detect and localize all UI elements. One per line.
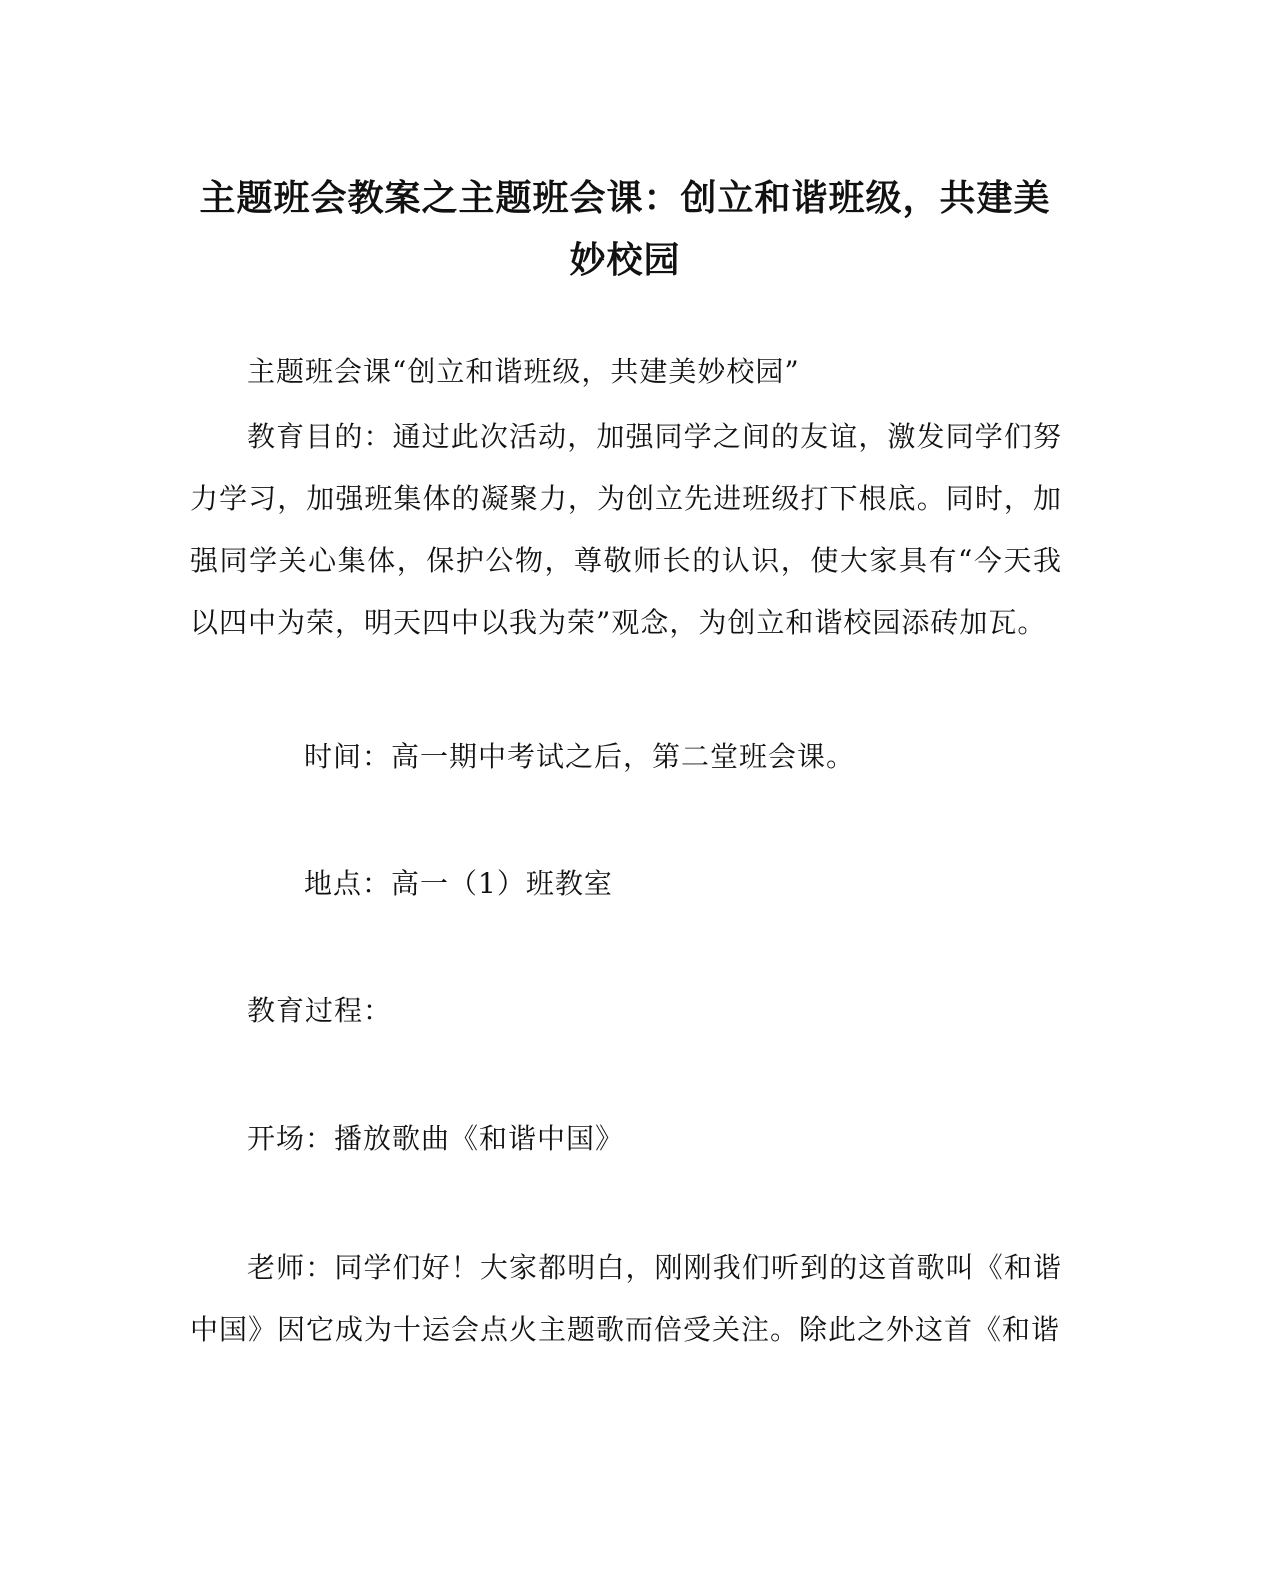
time-label-tail: 间：: [333, 740, 392, 773]
document-title: 主题班会教案之主题班会课：创立和谐班级，共建美妙校园: [199, 178, 1051, 281]
subtitle-line: 主题班会课“创立和谐班级，共建美妙校园”: [247, 355, 800, 388]
place-line: [190, 853, 1062, 915]
time-line: [190, 726, 1062, 788]
place-label-tail: 点：: [333, 867, 392, 900]
purpose-paragraph: 教育目的：通过此次活动，加强同学之间的友谊，激发同学们努力学习，加强班集体的凝聚力，为创立先进班级打下根底。同时，加强同学关心集体，保护公物，尊敬师长的认识，使大家具有“今天我以四中为荣，明天四中以我为荣”观念，为创立和谐校园添砖加瓦。: [190, 420, 1062, 639]
process-heading: 教育过程：: [247, 994, 393, 1027]
teacher-paragraph: 老师：同学们好！大家都明白，刚刚我们听到的这首歌叫《和谐中国》因它成为十运会点火主题歌而倍受关注。除此之外这首《和谐: [190, 1251, 1062, 1346]
place-value: 高一（1）班教室: [391, 867, 613, 900]
time-label-char: 时: [304, 740, 334, 773]
place-label-char: 地: [304, 867, 334, 900]
opening-line: 开场：播放歌曲《和谐中国》: [247, 1122, 625, 1155]
time-value: 高一期中考试之后，第二堂班会课。: [391, 740, 856, 773]
